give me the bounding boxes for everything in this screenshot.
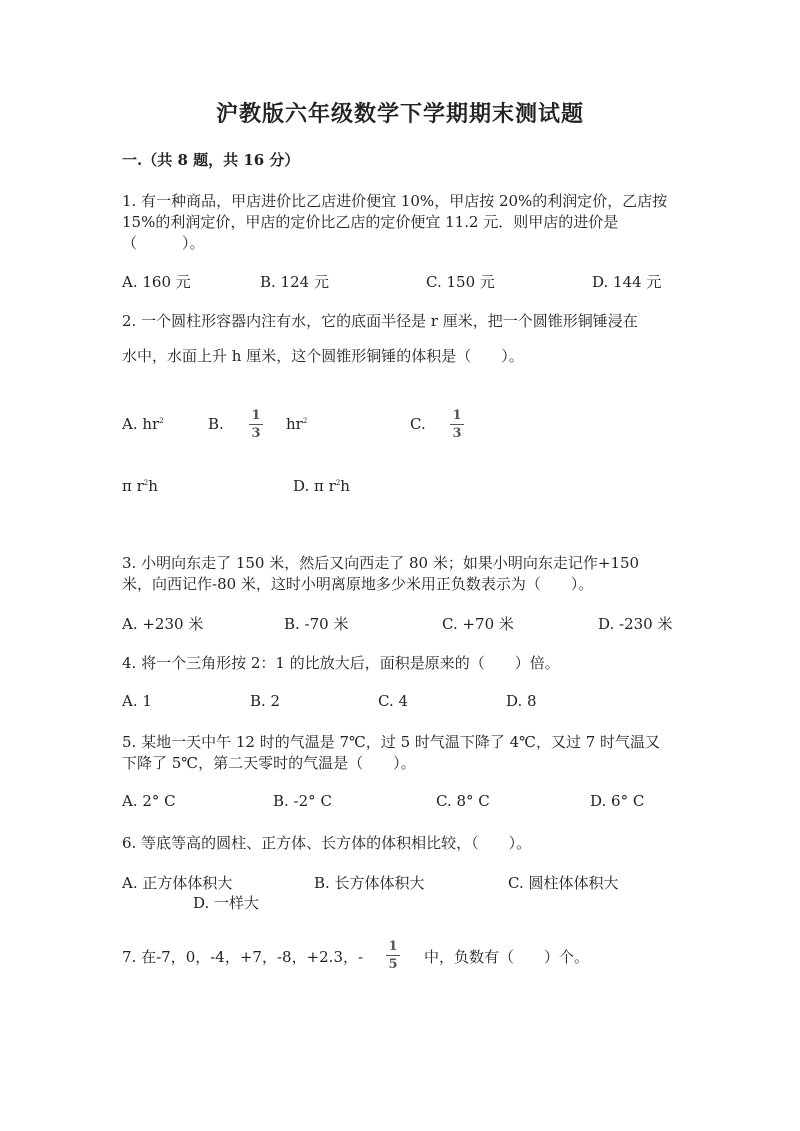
question-1-option-d: D. 144 元 — [592, 273, 662, 291]
question-4-option-a: A. 1 — [122, 692, 152, 710]
question-2-option-d — [293, 477, 350, 495]
fraction-denominator: 3 — [251, 426, 261, 441]
question-5-option-a: A. 2° C — [122, 792, 176, 810]
question-2-option-b-expression — [286, 415, 307, 433]
option-c-exponent: 2 — [143, 479, 149, 487]
question-5-option-c: C. 8° C — [436, 792, 490, 810]
question-1-option-b: B. 124 元 — [260, 273, 329, 291]
fraction-one-third-b — [249, 409, 263, 440]
fraction-bar — [386, 955, 400, 956]
question-7-text-after: 中，负数有（ ）个。 — [424, 948, 590, 966]
fraction-one-fifth — [386, 940, 400, 971]
question-1-line-1: 1. 有一种商品，甲店进价比乙店进价便宜 10%，甲店按 20%的利润定价，乙店按 — [122, 192, 668, 210]
question-4-option-c: C. 4 — [378, 692, 409, 710]
page-title: 沪教版六年级数学下学期期末测试题 — [215, 101, 584, 127]
option-c-term-end: h — [148, 477, 158, 495]
question-5-line-1: 5. 某地一天中午 12 时的气温是 7℃，过 5 时气温下降了 4℃，又过 7 时气温又 — [122, 733, 661, 751]
question-6-option-a: A. 正方体体积大 — [122, 874, 233, 892]
option-d-term: D. π r — [293, 477, 336, 495]
question-3-option-b: B. -70 米 — [284, 615, 349, 633]
option-d-term-end: h — [340, 477, 350, 495]
question-6-option-b: B. 长方体体积大 — [314, 874, 425, 892]
fraction-numerator: 1 — [452, 408, 462, 423]
question-2-option-c-expression — [122, 477, 158, 495]
fraction-one-third-c — [450, 409, 464, 440]
option-a-exponent: 2 — [159, 417, 164, 425]
question-2-option-b: B. — [208, 415, 224, 433]
fraction-numerator: 1 — [251, 408, 261, 423]
section-heading: 一.（共 8 题，共 16 分） — [122, 151, 300, 169]
fraction-denominator: 3 — [452, 426, 462, 441]
question-6-option-c: C. 圆柱体体积大 — [508, 874, 619, 892]
option-b-term: hr — [286, 415, 303, 433]
option-d-exponent: 2 — [335, 479, 341, 487]
fraction-numerator: 1 — [388, 939, 398, 954]
question-1-line-2: 15%的利润定价，甲店的定价比乙店的定价便宜 11.2 元．则甲店的进价是 — [122, 213, 619, 231]
question-1-option-c: C. 150 元 — [426, 273, 495, 291]
question-1-option-a: A. 160 元 — [122, 273, 191, 291]
fraction-bar — [249, 424, 263, 425]
question-6-option-d: D. 一样大 — [193, 894, 260, 912]
question-3-line-2: 米，向西记作-80 米，这时小明离原地多少米用正负数表示为（ ）。 — [122, 575, 594, 593]
question-3-option-a: A. +230 米 — [122, 615, 204, 633]
question-4-option-d: D. 8 — [506, 692, 537, 710]
question-4-option-b: B. 2 — [250, 692, 281, 710]
question-5-line-2: 下降了 5℃，第二天零时的气温是（ ）。 — [122, 754, 416, 772]
question-3-line-1: 3. 小明向东走了 150 米，然后又向西走了 80 米；如果小明向东走记作+150 — [122, 554, 640, 572]
question-7-text-before: 7. 在-7，0，-4，+7，-8，+2.3，- — [122, 948, 364, 966]
fraction-bar — [450, 424, 464, 425]
question-2-option-a — [122, 415, 164, 433]
question-4-line-1: 4. 将一个三角形按 2：1 的比放大后，面积是原来的（ ）倍。 — [122, 654, 560, 672]
option-b-exponent: 2 — [302, 417, 308, 425]
question-3-option-c: C. +70 米 — [442, 615, 514, 633]
question-2-line-2: 水中，水面上升 h 厘米，这个圆锥形铜锤的体积是（ ）。 — [122, 347, 524, 365]
question-6-line-1: 6. 等底等高的圆柱、正方体、长方体的体积相比较，（ ）。 — [122, 834, 532, 852]
question-2-line-1: 2. 一个圆柱形容器内注有水，它的底面半径是 r 厘米，把一个圆锥形铜锤浸在 — [122, 312, 638, 330]
option-a-text: A. hr — [122, 415, 160, 433]
question-3-option-d: D. -230 米 — [598, 615, 673, 633]
question-5-option-b: B. -2° C — [273, 792, 332, 810]
question-1-line-3: （ ）。 — [122, 234, 205, 252]
fraction-denominator: 5 — [388, 957, 398, 972]
question-2-option-c: C. — [410, 415, 426, 433]
question-5-option-d: D. 6° C — [590, 792, 645, 810]
option-c-term: π r — [122, 477, 144, 495]
